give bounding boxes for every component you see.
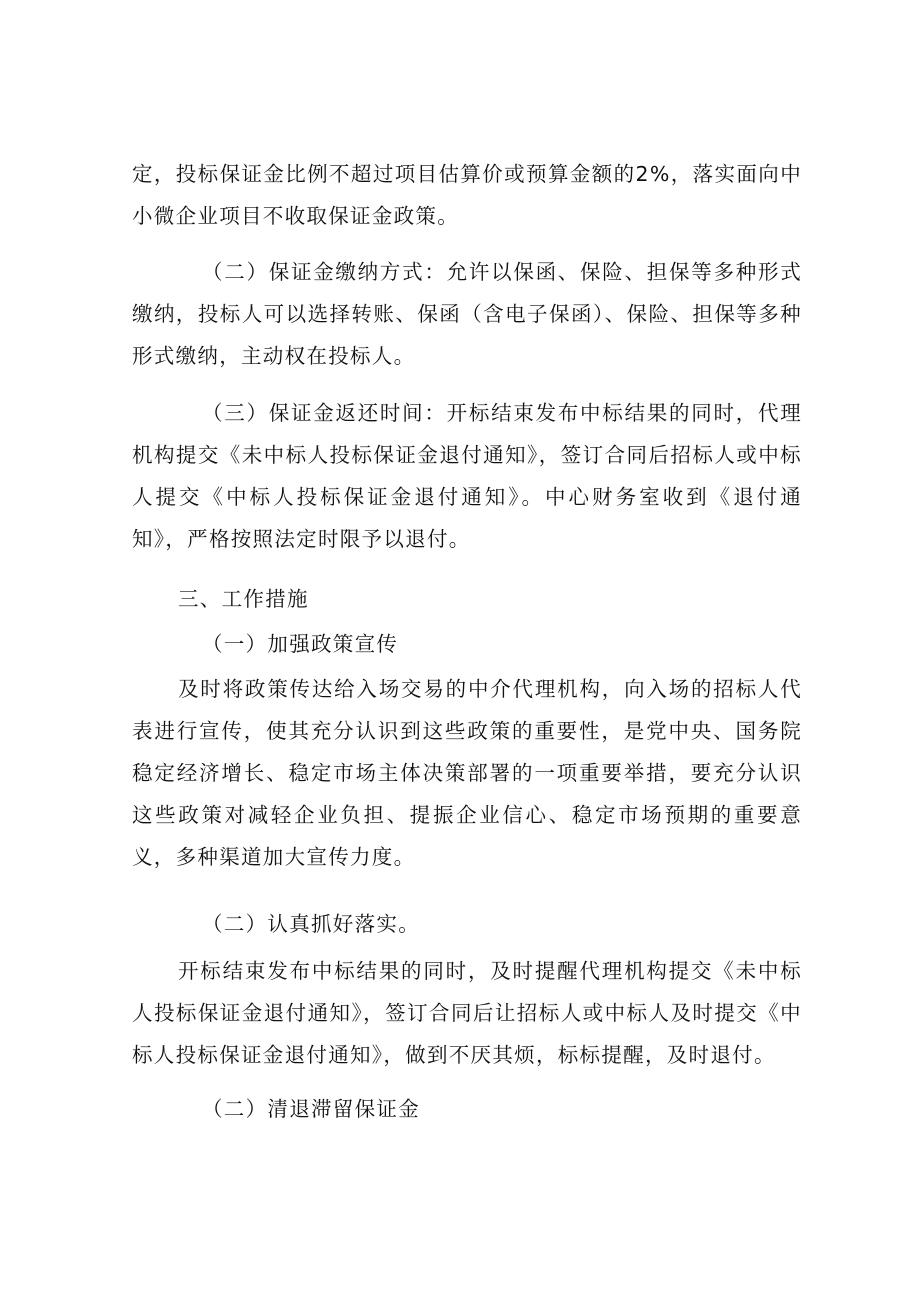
paragraph-payment-method: （二）保证金缴纳方式：允许以保函、保险、担保等多种形式缴纳，投标人可以选择转账、保函（含电子保函）、保险、担保等多种形式缴纳，主动权在投标人。 — [132, 260, 802, 368]
section-heading-work-measures: 三、工作措施 — [178, 587, 309, 611]
subheading-implementation: （二）认真抓好落实。 — [202, 912, 420, 936]
subheading-retained-deposit: （二）清退滞留保证金 — [202, 1097, 420, 1121]
paragraph-policy-publicity: 及时将政策传达给入场交易的中介代理机构，向入场的招标人代表进行宣传，使其充分认识到这些政策的重要性，是党中央、国务院稳定经济增长、稳定市场主体决策部署的一项重要举措，要充分认识这些政策对减轻企业负担、提振企业信心、稳定市场预期的重要意义，多种渠道加大宣传力度。 — [132, 677, 802, 869]
paragraph-implementation: 开标结束发布中标结果的同时，及时提醒代理机构提交《未中标人投标保证金退付通知》，签订合同后让招标人或中标人及时提交《中标人投标保证金退付通知》，做到不厌其烦，标标提醒，及时退付。 — [132, 959, 802, 1067]
paragraph-refund-time: （三）保证金返还时间：开标结束发布中标结果的同时，代理机构提交《未中标人投标保证金退付通知》，签订合同后招标人或中标人提交《中标人投标保证金退付通知》。中心财务室收到《退付通知》，严格按照法定时限予以退付。 — [132, 401, 802, 551]
paragraph-deposit-ratio: 定，投标保证金比例不超过项目估算价或预算金额的2%，落实面向中小微企业项目不收取保证金政策。 — [132, 162, 802, 228]
subheading-policy-publicity: （一）加强政策宣传 — [202, 632, 399, 656]
